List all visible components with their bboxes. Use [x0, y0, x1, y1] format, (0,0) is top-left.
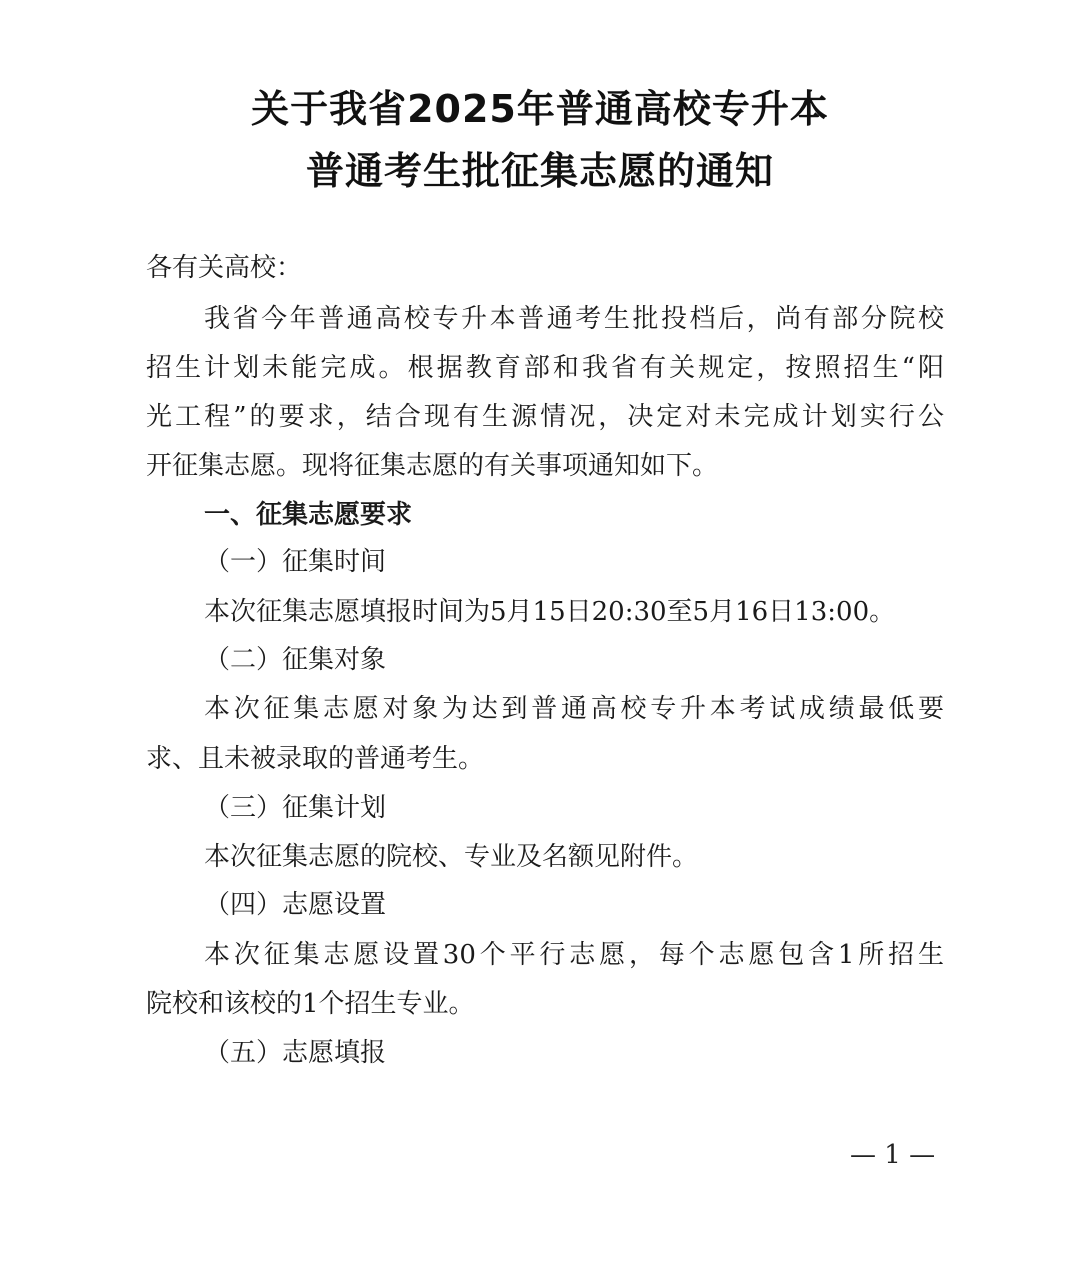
intro-line-1: 我省今年普通高校专升本普通考生批投档后，尚有部分院校	[204, 304, 944, 334]
intro-line-3: 光工程”的要求，结合现有生源情况，决定对未完成计划实行公	[146, 402, 944, 432]
sub2-heading: （二）征集对象	[204, 645, 387, 675]
sub2-body-line-1: 本次征集志愿对象为达到普通高校专升本考试成绩最低要	[204, 694, 944, 724]
salutation: 各有关高校：	[146, 253, 303, 283]
intro-line-4: 开征集志愿。现将征集志愿的有关事项通知如下。	[146, 451, 719, 481]
sub1-body: 本次征集志愿填报时间为5月15日20:30至5月16日13:00。	[204, 597, 896, 627]
sub4-heading: （四）志愿设置	[204, 890, 387, 920]
sub4-body-line-2: 院校和该校的1个招生专业。	[146, 989, 475, 1019]
intro-line-2: 招生计划未能完成。根据教育部和我省有关规定，按照招生“阳	[146, 353, 944, 383]
page-number: — 1 —	[850, 1140, 936, 1170]
sub3-body: 本次征集志愿的院校、专业及名额见附件。	[204, 842, 699, 872]
sub2-body-line-2: 求、且未被录取的普通考生。	[146, 744, 485, 774]
sub3-heading: （三）征集计划	[204, 793, 387, 823]
sub4-body-line-1: 本次征集志愿设置30个平行志愿，每个志愿包含1所招生	[204, 940, 944, 970]
section1-heading: 一、征集志愿要求	[204, 500, 413, 530]
sub5-heading: （五）志愿填报	[204, 1038, 387, 1068]
sub1-heading: （一）征集时间	[204, 547, 387, 577]
document-title-line1: 关于我省2025年普通高校专升本	[251, 87, 829, 131]
document-title-line2: 普通考生批征集志愿的通知	[305, 149, 774, 193]
